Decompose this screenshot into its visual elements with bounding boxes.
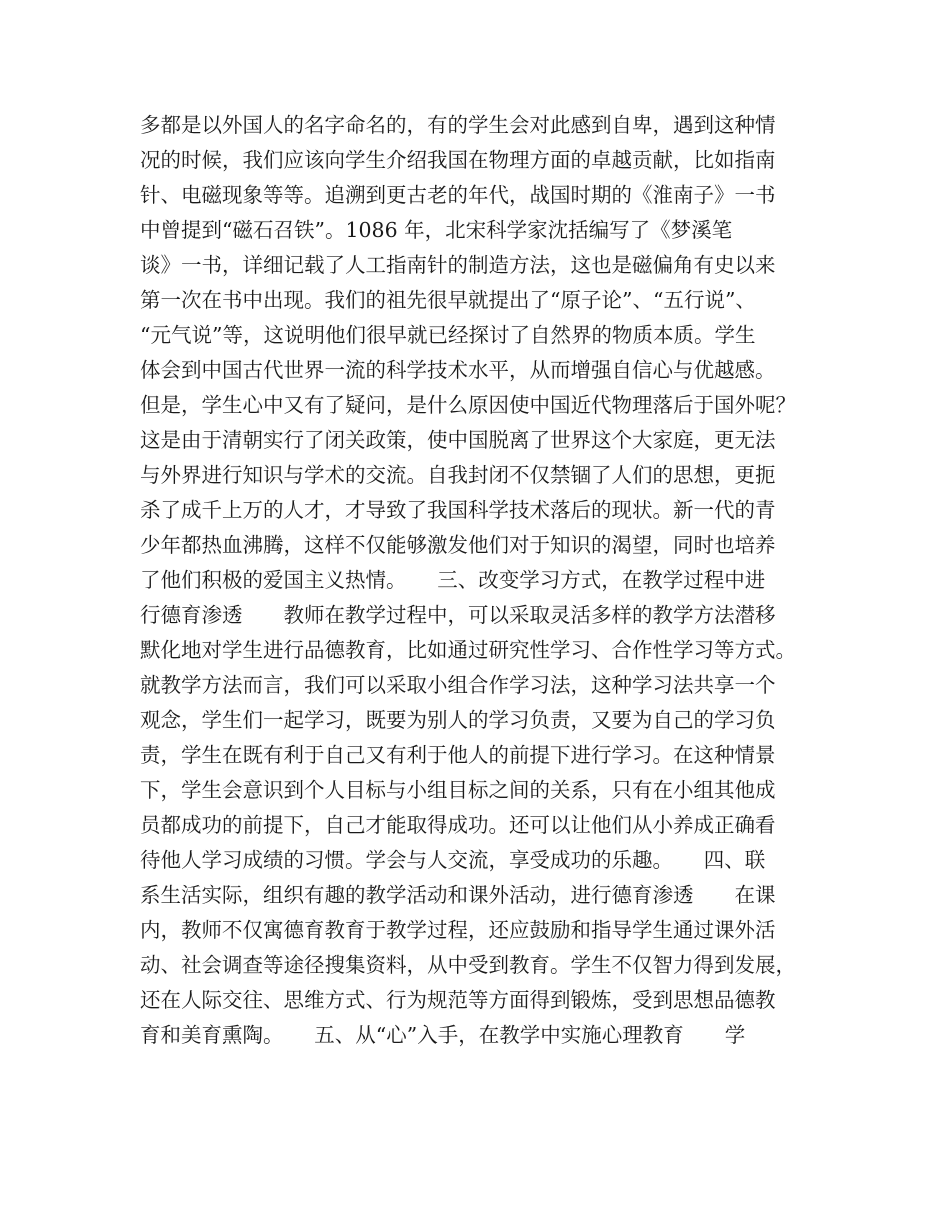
text-line: 系生活实际，组织有趣的教学活动和课外活动，进行德育渗透 在课	[140, 883, 776, 907]
text-line: 第一次在书中出现。我们的祖先很早就提出了“原子论”、“五行说”、	[140, 288, 756, 312]
text-line: 这是由于清朝实行了闭关政策，使中国脱离了世界这个大家庭，更无法	[140, 428, 776, 452]
text-line: 谈》一书，详细记载了人工指南针的制造方法，这也是磁偏角有史以来	[140, 253, 776, 277]
text-line: 默化地对学生进行品德教育，比如通过研究性学习、合作性学习等方式。	[140, 638, 796, 662]
text-line: 还在人际交往、思维方式、行为规范等方面得到锻炼，受到思想品德教	[140, 988, 776, 1012]
text-line: 下，学生会意识到个人目标与小组目标之间的关系，只有在小组其他成	[140, 778, 776, 802]
text-line: 动、社会调查等途径搜集资料，从中受到教育。学生不仅智力得到发展，	[140, 953, 796, 977]
text-line: 杀了成千上万的人才，才导致了我国科学技术落后的现状。新一代的青	[140, 498, 776, 522]
text-line: 多都是以外国人的名字命名的，有的学生会对此感到自卑，遇到这种情	[140, 113, 776, 137]
text-line: 行德育渗透 教师在教学过程中，可以采取灵活多样的教学方法潜移	[140, 603, 776, 627]
text-line: 待他人学习成绩的习惯。学会与人交流，享受成功的乐趣。 四、联	[140, 848, 766, 872]
text-line: 内，教师不仅寓德育教育于教学过程，还应鼓励和指导学生通过课外活	[140, 918, 776, 942]
text-line: 况的时候，我们应该向学生介绍我国在物理方面的卓越贡献，比如指南	[140, 148, 776, 172]
text-line: 与外界进行知识与学术的交流。自我封闭不仅禁锢了人们的思想，更扼	[140, 463, 776, 487]
text-line: 就教学方法而言，我们可以采取小组合作学习法，这种学习法共享一个	[140, 673, 776, 697]
text-line: 中曾提到“磁石召铁”。1086 年，北宋科学家沈括编写了《梦溪笔	[140, 218, 733, 242]
text-line: 体会到中国古代世界一流的科学技术水平，从而增强自信心与优越感。	[140, 358, 776, 382]
text-line: 针、电磁现象等等。追溯到更古老的年代，战国时期的《淮南子》一书	[140, 183, 776, 207]
body-text	[140, 108, 840, 1053]
text-line: “元气说”等，这说明他们很早就已经探讨了自然界的物质本质。学生	[140, 323, 756, 347]
text-line: 但是，学生心中又有了疑问，是什么原因使中国近代物理落后于国外呢？	[140, 393, 796, 417]
text-line: 员都成功的前提下，自己才能取得成功。还可以让他们从小养成正确看	[140, 813, 776, 837]
text-line: 少年都热血沸腾，这样不仅能够激发他们对于知识的渴望，同时也培养	[140, 533, 776, 557]
text-line: 观念，学生们一起学习，既要为别人的学习负责，又要为自己的学习负	[140, 708, 776, 732]
text-line: 责，学生在既有利于自己又有利于他人的前提下进行学习。在这种情景	[140, 743, 776, 767]
text-line: 了他们积极的爱国主义热情。 三、改变学习方式，在教学过程中进	[140, 568, 766, 592]
text-line: 育和美育熏陶。 五、从“心”入手，在教学中实施心理教育 学	[140, 1023, 746, 1047]
